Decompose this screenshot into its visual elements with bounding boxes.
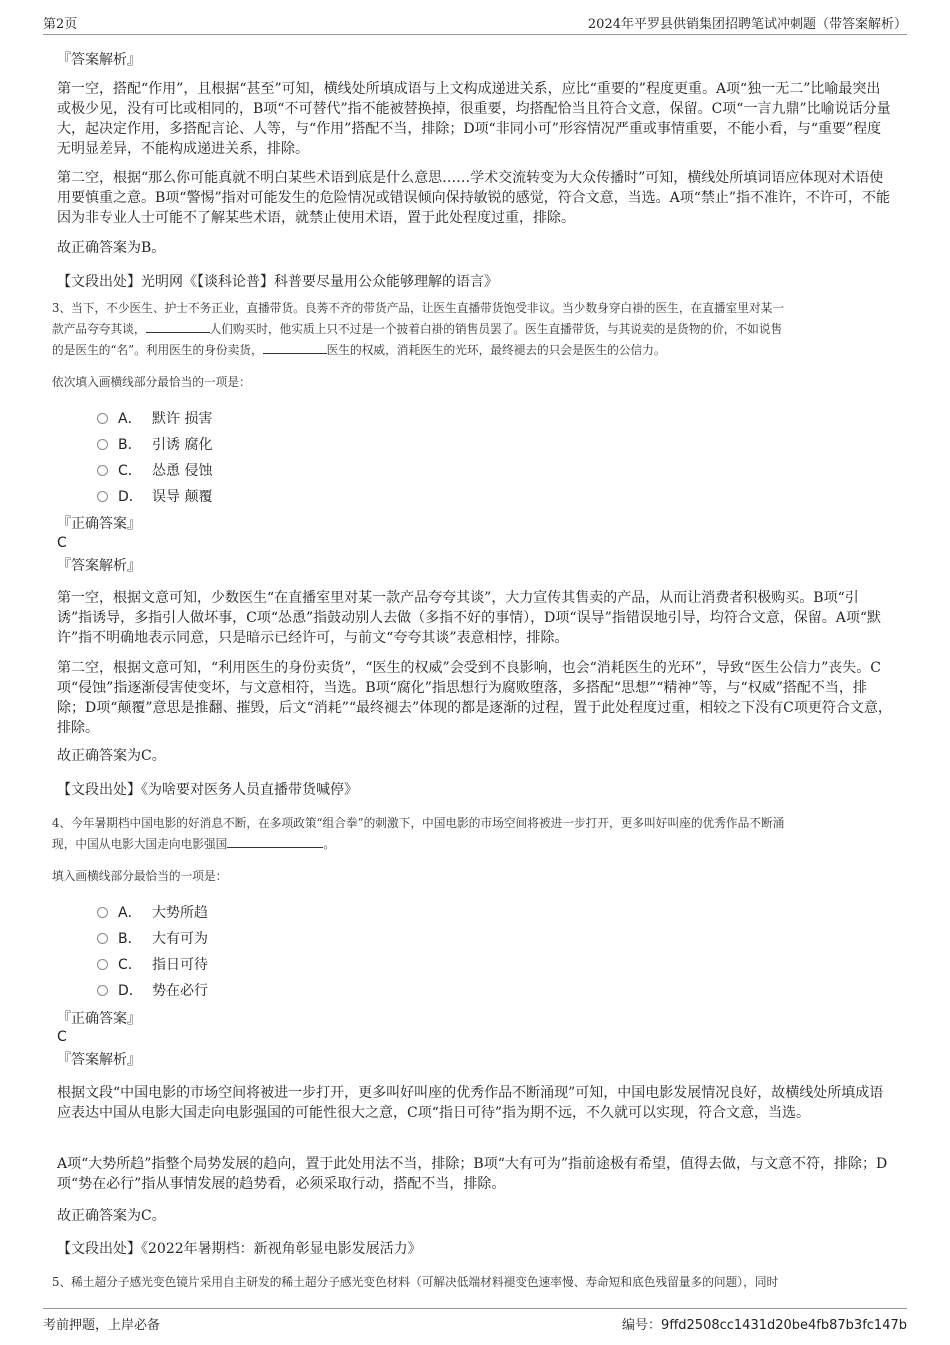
q3-source: 【文段出处】《为啥要对医务人员直播带货喊停》 xyxy=(57,782,358,798)
radio-icon[interactable] xyxy=(97,465,108,476)
q3-correct-answer: C xyxy=(57,535,67,551)
q4-conclusion: 故正确答案为C。 xyxy=(57,1208,166,1224)
q4-stem xyxy=(52,813,902,855)
blank-3 xyxy=(227,835,323,848)
q4-option-b[interactable]: B． 大有可为 xyxy=(97,929,208,949)
q2-conclusion: 故正确答案为B。 xyxy=(57,240,166,256)
radio-icon[interactable] xyxy=(97,933,108,944)
q4-option-d[interactable]: D． 势在必行 xyxy=(97,981,208,1001)
q4-analysis-label: 『答案解析』 xyxy=(57,1052,141,1068)
q3-option-a[interactable]: A． 默许 损害 xyxy=(97,409,212,429)
q2-analysis-p1: 第一空，搭配“作用”，且根据“甚至”可知，横线处所填成语与上文构成递进关系，应比“重要的”程度更重。A项“独一无二”比喻最突出或极少见，没有可比或相同的，B项“不可替代”指不能被替换掉，很重要，均搭配恰当且符合文意，保留。C项“一言九鼎”比喻说话分量大，起决定作用，多搭配言论、人等，与“作用”搭配不当，排除；D项“非同小可”形容情况严重或事情重要，不能小看，与“重要”程度无明显差异，不能构成递进关系，排除。 xyxy=(57,81,891,157)
q4-correct-answer: C xyxy=(57,1029,67,1045)
q3-stem-line2: 款产品夸夸其谈， 人们购买时，他实质上只不过是一个披着白褂的销售员罢了。医生直播带货，与其说卖的是货物的价，不如说售 xyxy=(52,322,783,336)
q4-prompt: 填入画横线部分最恰当的一项是： xyxy=(52,869,228,883)
q3-analysis-p1: 第一空，根据文意可知，少数医生“在直播室里对某一款产品夸夸其谈”，大力宣传其售卖的产品，从而让消费者积极购买。B项“引诱”指诱导，多指引人做坏事，C项“怂恿”指鼓动别人去做（多指不好的事情），D项“误导”指错误地引导，均符合文意，保留。A项“默许”指不明确地表示同意，只是暗示已经许可，与前文“夸夸其谈”表意相悖，排除。 xyxy=(57,590,881,646)
radio-icon[interactable] xyxy=(97,491,108,502)
q3-correct-label: 『正确答案』 xyxy=(57,516,141,532)
q3-stem-line3: 的是医生的“名”。利用医生的身份卖货， 医生的权威，消耗医生的光环，最终褪去的只会是医生的公信力。 xyxy=(52,343,666,357)
blank-1 xyxy=(146,320,210,333)
radio-icon[interactable] xyxy=(97,413,108,424)
q4-analysis-p2: A项“大势所趋”指整个局势发展的趋向，置于此处用法不当，排除；B项“大有可为”指前途极有希望，值得去做，与文意不符，排除；D项“势在必行”指从事情发展的趋势看，必须采取行动，搭配不当，排除。 xyxy=(57,1156,888,1192)
q4-option-c[interactable]: C． 指日可待 xyxy=(97,955,208,975)
q4-correct-label: 『正确答案』 xyxy=(57,1011,141,1027)
document-title: 2024年平罗县供销集团招聘笔试冲刺题（带答案解析） xyxy=(587,17,907,32)
q5-stem: 5、稀土超分子感光变色镜片采用自主研发的稀土超分子感光变色材料（可解决低端材料褪变色速率慢、寿命短和底色残留量多的问题），同时 xyxy=(52,1275,779,1289)
q3-option-d[interactable]: D． 误导 颠覆 xyxy=(97,487,212,507)
q4-source: 【文段出处】《2022年暑期档：新视角彰显电影发展活力》 xyxy=(57,1241,422,1257)
radio-icon[interactable] xyxy=(97,959,108,970)
page-footer xyxy=(43,1308,907,1331)
radio-icon[interactable] xyxy=(97,985,108,996)
footer-slogan: 考前押题，上岸必备 xyxy=(43,1318,161,1333)
q4-stem-line2: 现，中国从电影大国走向电影强国 。 xyxy=(52,837,336,851)
radio-icon[interactable] xyxy=(97,907,108,918)
q3-analysis-label: 『答案解析』 xyxy=(57,558,141,574)
q3-conclusion: 故正确答案为C。 xyxy=(57,748,166,764)
q3-stem-line1: 3、当下，不少医生、护士不务正业，直播带货。良莠不齐的带货产品，让医生直播带货饱受非议。当少数身穿白褂的医生，在直播室里对某一 xyxy=(52,301,785,315)
page-header xyxy=(43,10,907,35)
q4-stem-line1: 4、今年暑期档中国电影的好消息不断，在多项政策“组合拳”的刺激下，中国电影的市场空间将被进一步打开，更多叫好叫座的优秀作品不断涌 xyxy=(52,816,785,830)
q3-prompt: 依次填入画横线部分最恰当的一项是： xyxy=(52,375,251,389)
q2-analysis-p2: 第二空，根据“那么你可能真就不明白某些术语到底是什么意思……学术交流转变为大众传播时”可知，横线处所填词语应体现对术语使用要慎重之意。B项“警惕”指对可能发生的危险情况或错误倾向保持敏锐的感觉，符合文意，当选。A项“禁止”指不准许，不许可，不能因为非专业人士可能不了解某些术语，就禁止使用术语，置于此处程度过重，排除。 xyxy=(57,170,891,226)
q3-option-c[interactable]: C． 怂恿 侵蚀 xyxy=(97,461,212,481)
page-number: 第2页 xyxy=(43,17,78,32)
q2-analysis-label: 『答案解析』 xyxy=(57,52,141,68)
q2-source: 【文段出处】光明网《【谈科论普】科普要尽量用公众能够理解的语言》 xyxy=(57,274,498,290)
blank-2 xyxy=(263,341,327,354)
radio-icon[interactable] xyxy=(97,439,108,450)
q3-stem xyxy=(52,298,902,361)
q4-analysis-p1: 根据文段“中国电影的市场空间将被进一步打开，更多叫好叫座的优秀作品不断涌现”可知，中国电影发展情况良好，故横线处所填成语应表达中国从电影大国走向电影强国的可能性很大之意，C项“指日可待”指为期不远，不久就可以实现，符合文意，当选。 xyxy=(57,1085,884,1121)
footer-code: 编号：9ffd2508cc1431d20be4fb87b3fc147b xyxy=(622,1318,907,1333)
q3-analysis-p2: 第二空，根据文意可知，“利用医生的身份卖货”，“医生的权威”会受到不良影响，也会“消耗医生的光环”，导致“医生公信力”丧失。C项“侵蚀”指逐渐侵害使变坏，与文意相符，当选。B项“腐化”指思想行为腐败堕落，多搭配“思想”“精神”等，与“权威”搭配不当，排除；D项“颠覆”意思是推翻、摧毁，后文“消耗”“最终褪去”体现的都是逐渐的过程，置于此处程度过重，相较之下没有C项更符合文意，排除。 xyxy=(57,660,892,736)
q4-option-a[interactable]: A． 大势所趋 xyxy=(97,903,208,923)
q3-option-b[interactable]: B． 引诱 腐化 xyxy=(97,435,212,455)
